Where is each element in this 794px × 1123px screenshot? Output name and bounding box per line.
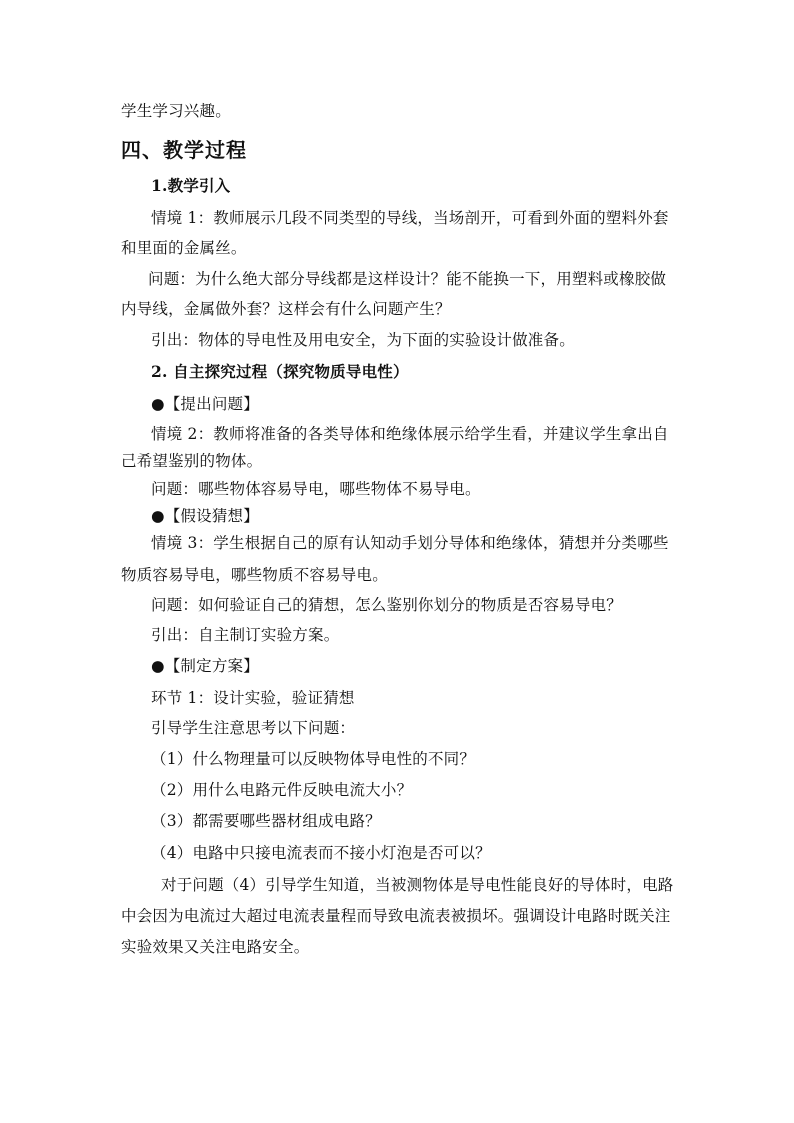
question1-line2: 内导线，金属做外套？这样会有什么问题产生？ — [121, 300, 451, 318]
situation2-line1: 情境 2：教师将准备的各类导体和绝缘体展示给学生看，并建议学生拿出自 — [151, 425, 669, 443]
question-item-2: （2）用什么电路元件反映电流大小？ — [151, 781, 413, 799]
section-heading: 四、教学过程 — [121, 138, 247, 162]
lead2-text: 引出：自主制订实验方案。 — [151, 626, 340, 644]
question2-text: 问题：哪些物体容易导电，哪些物体不易导电。 — [151, 480, 481, 498]
question-item-4: （4）电路中只接电流表而不接小灯泡是否可以？ — [151, 844, 491, 862]
step1-text: 环节 1：设计实验，验证猜想 — [151, 689, 355, 707]
guide-text: 引导学生注意思考以下问题： — [151, 719, 356, 737]
bullet-raise-question: ●【提出问题】 — [151, 395, 259, 413]
question3-text: 问题：如何验证自己的猜想，怎么鉴别你划分的物质是否容易导电？ — [151, 596, 623, 614]
final-paragraph-line2: 中会因为电流过大超过电流表量程而导致电流表被损坏。强调设计电路时既关注 — [121, 907, 671, 925]
final-paragraph-line1: 对于问题（4）引导学生知道，当被测物体是导电性能良好的导体时，电路 — [161, 876, 674, 894]
bullet-hypothesis: ●【假设猜想】 — [151, 507, 259, 525]
question-item-1: （1）什么物理量可以反映物体导电性的不同？ — [151, 750, 476, 768]
question1-line1: 问题：为什么绝大部分导线都是这样设计？能不能换一下，用塑料或橡胶做 — [148, 270, 667, 288]
situation1-line1: 情境 1：教师展示几段不同类型的导线，当场剖开，可看到外面的塑料外套 — [151, 209, 669, 227]
situation2-line2: 己希望鉴别的物体。 — [121, 452, 263, 470]
question-item-3: （3）都需要哪些器材组成电路？ — [151, 812, 381, 830]
bullet-plan: ●【制定方案】 — [151, 657, 259, 675]
situation3-line2: 物质容易导电，哪些物质不容易导电。 — [121, 566, 388, 584]
final-paragraph-line3: 实验效果又关注电路安全。 — [121, 938, 310, 956]
situation1-line2: 和里面的金属丝。 — [121, 239, 247, 257]
intro-tail-text: 学生学习兴趣。 — [121, 102, 231, 120]
subsection-title-intro: 1.教学引入 — [151, 176, 231, 195]
lead1-text: 引出：物体的导电性及用电安全，为下面的实验设计做准备。 — [151, 331, 575, 349]
situation3-line1: 情境 3：学生根据自己的原有认知动手划分导体和绝缘体，猜想并分类哪些 — [151, 534, 669, 552]
subsection-title-inquiry: 2. 自主探究过程（探究物质导电性） — [151, 362, 409, 381]
